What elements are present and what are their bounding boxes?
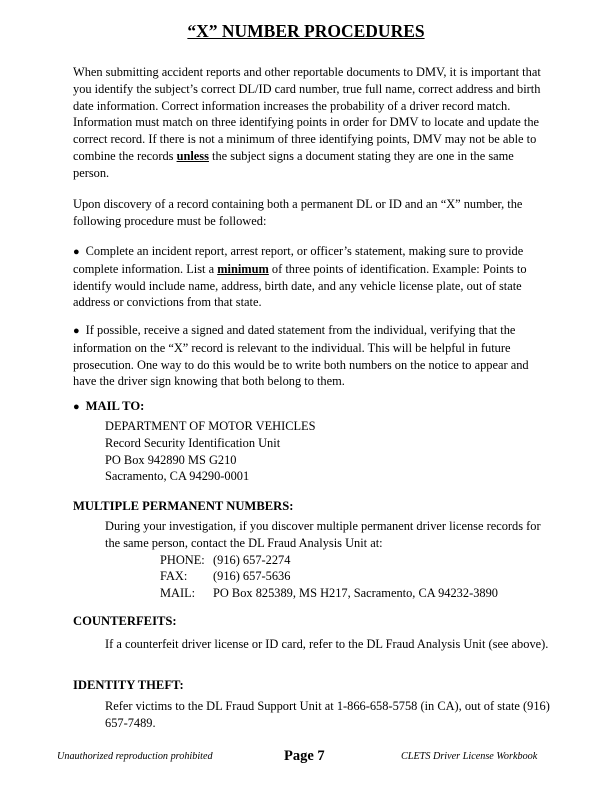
address-line: DEPARTMENT OF MOTOR VEHICLES <box>105 419 316 433</box>
discovery-paragraph: Upon discovery of a record containing both a permanent DL or ID and an “X” number, the following procedure must be followed: <box>73 197 523 228</box>
mail-value: PO Box 825389, MS H217, Sacramento, CA 94232-3890 <box>213 586 498 601</box>
address-line: Sacramento, CA 94290-0001 <box>105 469 250 484</box>
address-line: PO Box 942890 MS G210 <box>105 452 237 467</box>
identity-theft-heading: IDENTITY THEFT: <box>73 678 184 692</box>
mail-row <box>105 585 555 602</box>
multiple-numbers-body <box>105 518 555 602</box>
footer-disclaimer: Unauthorized reproduction prohibited <box>57 751 213 762</box>
intro-text-end: the subject signs a document stating they are one in the same person. <box>73 148 514 180</box>
bullet-icon: ● <box>73 325 80 337</box>
address-line: Record Security Identification Unit <box>105 435 281 450</box>
page-number: Page 7 <box>284 748 325 764</box>
mail-to-heading <box>73 399 144 414</box>
bullet2-text: If possible, receive a signed and dated statement from the individual, verifying that the information on the “X” record is relevant to the individual. This will be helpful in future prosecution. One way to do this would be to write both numbers on the notice to appear and have the driver sign knowing that both belong to them. <box>73 323 529 389</box>
phone-row <box>105 552 555 569</box>
counterfeits-text: If a counterfeit driver license or ID card, refer to the DL Fraud Analysis Unit (see above). <box>105 637 549 651</box>
fax-label: FAX: <box>160 569 188 584</box>
bullet1-emphasis: minimum <box>217 261 269 276</box>
mail-label: MAIL: <box>160 586 196 601</box>
phone-value: (916) 657-2274 <box>213 552 291 567</box>
mail-to-label: MAIL TO: <box>85 399 145 413</box>
counterfeits-heading: COUNTERFEITS: <box>73 614 177 628</box>
bullet-item-signed-statement <box>73 322 549 390</box>
bullet-item-incident-report <box>73 243 549 311</box>
bullet-icon: ● <box>73 401 80 413</box>
page-title: “X” NUMBER PROCEDURES <box>187 21 425 41</box>
identity-theft-text: Refer victims to the DL Fraud Support Unit at 1-866-658-5758 (in CA), out of state (916) 657-7489. <box>105 699 550 730</box>
intro-text-start: When submitting accident reports and other reportable documents to DMV, it is important that you identify the subject’s correct DL/ID card number, true full name, correct address and birth date information. Correct information increases the probability of a driver record match. Information must match on three identifying points in order for DMV to locate and update the correct record. If there is not a minimum of three identifying points, DMV may not be able to combine the records <box>73 65 541 163</box>
multiple-numbers-text: During your investigation, if you discover multiple permanent driver license records for the same person, contact the DL Fraud Analysis Unit at: <box>105 519 541 550</box>
phone-label: PHONE: <box>160 552 205 567</box>
footer-workbook-title: CLETS Driver License Workbook <box>401 751 538 762</box>
bullet1-text-start: Complete an incident report, arrest report, or officer’s statement, making sure to provide complete information. List a <box>73 244 524 276</box>
intro-emphasis: unless <box>176 148 209 163</box>
intro-paragraph <box>73 64 549 182</box>
bullet1-text-end: of three points of identification. Example: Points to identify would include name, address, birth date, and any vehicle license plate, out of state address or convictions from that state. <box>73 261 527 310</box>
fax-row <box>105 568 555 585</box>
bullet-icon: ● <box>73 246 80 258</box>
multiple-numbers-heading: MULTIPLE PERMANENT NUMBERS: <box>73 499 294 513</box>
mail-address-block <box>105 418 555 485</box>
fax-value: (916) 657-5636 <box>213 569 291 584</box>
